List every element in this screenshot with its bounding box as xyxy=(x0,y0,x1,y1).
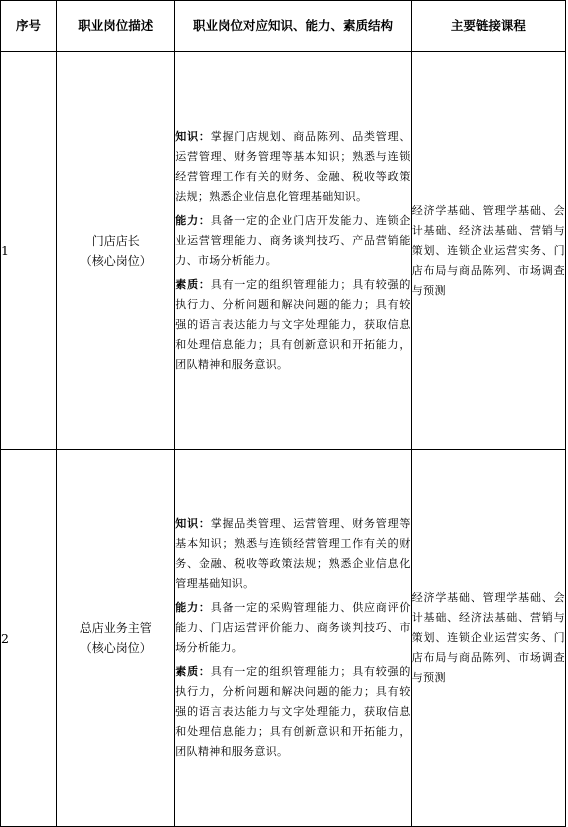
quality-label: 素质： xyxy=(175,665,211,678)
row-courses: 经济学基础、管理学基础、会计基础、经济法基础、营销与策划、连锁企业运营实务、门店布局与商品陈列、市场调查与预测 xyxy=(411,450,565,827)
quality-text: 具有一定的组织管理能力；具有较强的执行力、分析问题和解决问题的能力；具有较强的语言表达能力与文字处理能力，获取信息和处理信息能力；具有创新意识和开拓能力，团队精神和服务意识。 xyxy=(175,277,411,371)
ability-text: 具备一定的采购管理能力、供应商评价能力、门店运营评价能力、商务谈判技巧、市场分析能力。 xyxy=(175,601,411,654)
table-row xyxy=(1,52,566,450)
knowledge-text: 掌握门店规划、商品陈列、品类管理、运营管理、财务管理等基本知识；熟悉与连锁经营管理工作有关的财务、金融、税收等政策法规；熟悉企业信息化管理基础知识。 xyxy=(175,129,411,203)
quality-paragraph xyxy=(175,275,410,375)
quality-paragraph xyxy=(175,662,410,762)
knowledge-label: 知识： xyxy=(175,129,211,143)
knowledge-paragraph xyxy=(175,514,410,594)
table-header-row xyxy=(1,1,566,52)
header-desc: 职业岗位描述 xyxy=(57,1,175,52)
header-struct: 职业岗位对应知识、能力、素质结构 xyxy=(175,1,411,52)
row-courses: 经济学基础、管理学基础、会计基础、经济法基础、营销与策划、连锁企业运营实务、门店布局与商品陈列、市场调查与预测 xyxy=(411,52,565,450)
quality-text: 具有一定的组织管理能力；具有较强的执行力，分析问题和解决问题的能力；具有较强的语言表达能力与文字处理能力，获取信息和处理信息能力；具有创新意识和开拓能力，团队精神和服务意识。 xyxy=(175,665,411,758)
ability-text: 具备一定的企业门店开发能力、连锁企业运营管理能力、商务谈判技巧、产品营销能力、市场分析能力。 xyxy=(175,213,411,267)
position-note: （核心岗位） xyxy=(79,641,152,655)
row-structure xyxy=(175,52,411,450)
ability-paragraph xyxy=(175,211,410,271)
quality-label: 素质： xyxy=(175,277,211,291)
position-title: 总店业务主管 xyxy=(79,621,152,635)
ability-label: 能力： xyxy=(175,601,211,614)
row-seq: 1 xyxy=(1,52,57,450)
ability-label: 能力： xyxy=(175,213,211,227)
row-seq: 2 xyxy=(1,450,57,827)
row-position xyxy=(57,450,175,827)
row-position xyxy=(57,52,175,450)
knowledge-label: 知识： xyxy=(175,517,211,530)
ability-paragraph xyxy=(175,598,410,658)
knowledge-paragraph xyxy=(175,127,410,207)
position-note: （核心岗位） xyxy=(79,253,152,268)
table-row xyxy=(1,450,566,827)
header-course: 主要链接课程 xyxy=(411,1,565,52)
position-title: 门店店长 xyxy=(91,233,140,248)
header-seq: 序号 xyxy=(1,1,57,52)
row-structure xyxy=(175,450,411,827)
knowledge-text: 掌握品类管理、运营管理、财务管理等基本知识；熟悉与连锁经营管理工作有关的财务、金融、税收等政策法规；熟悉企业信息化管理基础知识。 xyxy=(175,517,411,590)
